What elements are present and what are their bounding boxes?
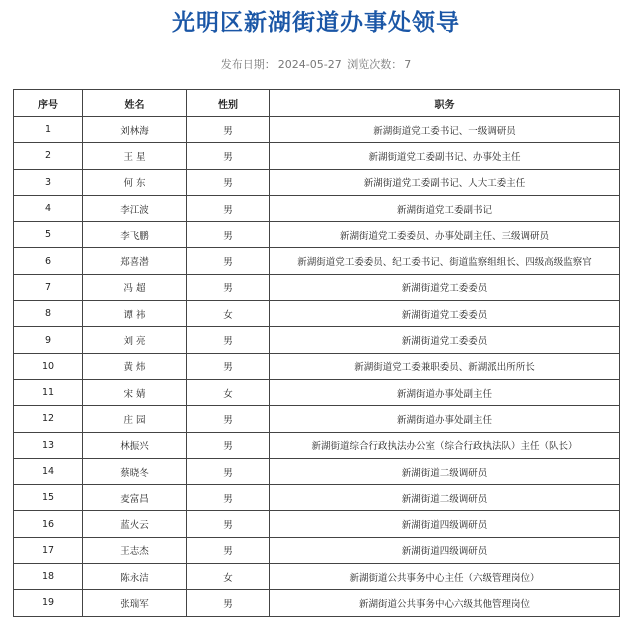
cell-position: 新湖街道党工委副书记、办事处主任: [270, 143, 620, 169]
publish-meta: [0, 56, 632, 72]
cell-name: 何 东: [83, 169, 187, 195]
table-row: [14, 537, 620, 563]
cell-index: 1: [14, 117, 83, 143]
cell-index: 18: [14, 564, 83, 590]
table-row: [14, 406, 620, 432]
header-position: 职务: [270, 90, 620, 117]
cell-index: 17: [14, 537, 83, 563]
cell-index: 15: [14, 485, 83, 511]
header-index: 序号: [14, 90, 83, 117]
cell-position: 新湖街道四级调研员: [270, 537, 620, 563]
cell-name: 黄 炜: [83, 353, 187, 379]
cell-index: 6: [14, 248, 83, 274]
cell-index: 16: [14, 511, 83, 537]
cell-index: 14: [14, 458, 83, 484]
table-body: [14, 117, 620, 617]
cell-index: 13: [14, 432, 83, 458]
cell-name: 李江波: [83, 195, 187, 221]
cell-name: 冯 超: [83, 274, 187, 300]
table-row: [14, 169, 620, 195]
cell-position: 新湖街道公共事务中心六级其他管理岗位: [270, 590, 620, 616]
cell-name: 李飞鹏: [83, 222, 187, 248]
cell-name: 张瑞军: [83, 590, 187, 616]
cell-gender: 男: [187, 143, 270, 169]
cell-gender: 男: [187, 248, 270, 274]
cell-position: 新湖街道公共事务中心主任（六级管理岗位）: [270, 564, 620, 590]
cell-index: 5: [14, 222, 83, 248]
cell-name: 郑喜潜: [83, 248, 187, 274]
cell-position: 新湖街道党工委委员: [270, 327, 620, 353]
views-count: 7: [404, 58, 412, 71]
cell-index: 9: [14, 327, 83, 353]
cell-gender: 男: [187, 353, 270, 379]
cell-name: 麦富昌: [83, 485, 187, 511]
cell-position: 新湖街道四级调研员: [270, 511, 620, 537]
cell-gender: 男: [187, 537, 270, 563]
cell-position: 新湖街道党工委副书记: [270, 195, 620, 221]
cell-position: 新湖街道党工委副书记、人大工委主任: [270, 169, 620, 195]
cell-position: 新湖街道党工委书记、一级调研员: [270, 117, 620, 143]
cell-gender: 男: [187, 222, 270, 248]
cell-name: 王志杰: [83, 537, 187, 563]
cell-name: 刘 亮: [83, 327, 187, 353]
cell-position: 新湖街道办事处副主任: [270, 406, 620, 432]
views-label: 浏览次数：: [347, 58, 403, 71]
cell-gender: 男: [187, 406, 270, 432]
cell-position: 新湖街道党工委委员、纪工委书记、街道监察组组长、四级高级监察官: [270, 248, 620, 274]
publish-date-label: 发布日期：: [220, 58, 276, 71]
table-row: [14, 511, 620, 537]
table-row: [14, 353, 620, 379]
cell-position: 新湖街道党工委委员、办事处副主任、三级调研员: [270, 222, 620, 248]
table-row: [14, 590, 620, 616]
cell-name: 蓝火云: [83, 511, 187, 537]
cell-position: 新湖街道党工委兼职委员、新湖派出所所长: [270, 353, 620, 379]
table-row: [14, 274, 620, 300]
cell-index: 4: [14, 195, 83, 221]
cell-gender: 男: [187, 485, 270, 511]
page-title: 光明区新湖街道办事处领导: [172, 10, 460, 36]
cell-index: 8: [14, 301, 83, 327]
cell-name: 陈永洁: [83, 564, 187, 590]
cell-gender: 男: [187, 511, 270, 537]
cell-position: 新湖街道办事处副主任: [270, 379, 620, 405]
cell-index: 10: [14, 353, 83, 379]
cell-gender: 男: [187, 590, 270, 616]
table-row: [14, 248, 620, 274]
table-row: [14, 222, 620, 248]
cell-name: 谭 祎: [83, 301, 187, 327]
table-row: [14, 485, 620, 511]
cell-index: 3: [14, 169, 83, 195]
cell-name: 宋 婧: [83, 379, 187, 405]
table-row: [14, 458, 620, 484]
table-row: [14, 379, 620, 405]
header-gender: 性别: [187, 90, 270, 117]
cell-position: 新湖街道综合行政执法办公室（综合行政执法队）主任（队长）: [270, 432, 620, 458]
cell-position: 新湖街道党工委委员: [270, 274, 620, 300]
cell-name: 王 星: [83, 143, 187, 169]
cell-gender: 男: [187, 117, 270, 143]
table-row: [14, 195, 620, 221]
header-name: 姓名: [83, 90, 187, 117]
cell-gender: 女: [187, 379, 270, 405]
cell-gender: 男: [187, 458, 270, 484]
table-row: [14, 432, 620, 458]
cell-gender: 女: [187, 301, 270, 327]
cell-gender: 男: [187, 274, 270, 300]
publish-date: 2024-05-27: [277, 58, 342, 71]
cell-gender: 男: [187, 169, 270, 195]
leaders-table: [13, 89, 620, 617]
table-row: [14, 564, 620, 590]
table-row: [14, 327, 620, 353]
cell-index: 12: [14, 406, 83, 432]
table-row: [14, 143, 620, 169]
cell-position: 新湖街道二级调研员: [270, 485, 620, 511]
cell-name: 林振兴: [83, 432, 187, 458]
cell-name: 刘林海: [83, 117, 187, 143]
cell-position: 新湖街道二级调研员: [270, 458, 620, 484]
cell-gender: 男: [187, 432, 270, 458]
cell-gender: 女: [187, 564, 270, 590]
cell-gender: 男: [187, 327, 270, 353]
table-header-row: [14, 90, 620, 117]
table-row: [14, 301, 620, 327]
cell-index: 7: [14, 274, 83, 300]
table-row: [14, 117, 620, 143]
cell-position: 新湖街道党工委委员: [270, 301, 620, 327]
cell-index: 11: [14, 379, 83, 405]
cell-name: 庄 园: [83, 406, 187, 432]
cell-index: 19: [14, 590, 83, 616]
cell-name: 蔡晓冬: [83, 458, 187, 484]
cell-gender: 男: [187, 195, 270, 221]
cell-index: 2: [14, 143, 83, 169]
